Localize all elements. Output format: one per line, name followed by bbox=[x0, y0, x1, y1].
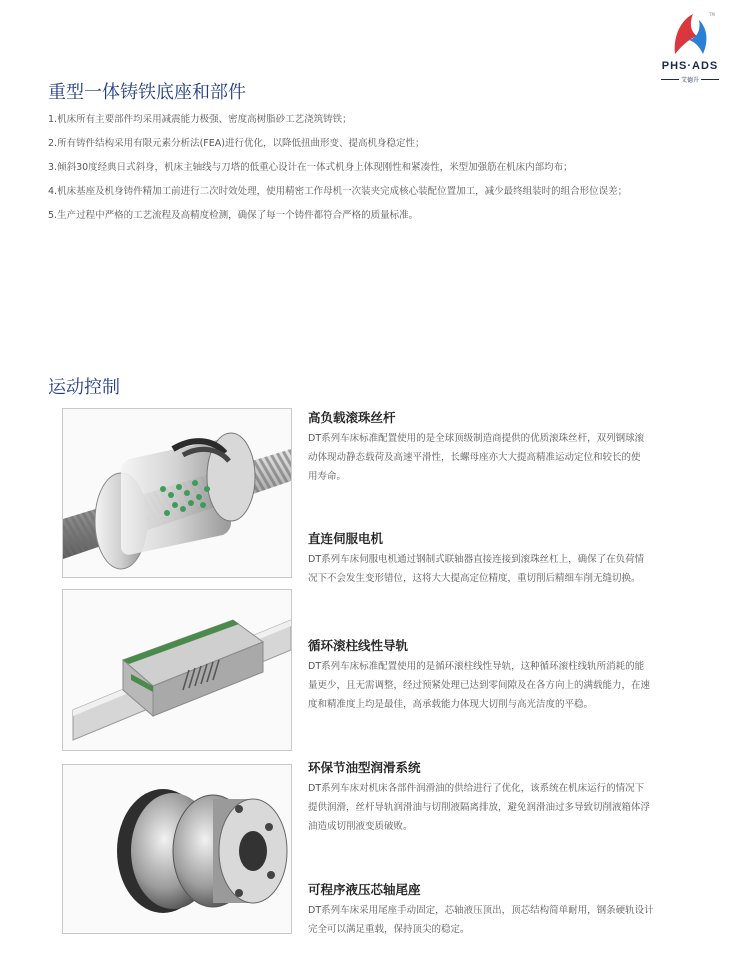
feature-lubrication bbox=[308, 758, 703, 836]
casting-feature-list bbox=[48, 108, 728, 228]
ball-screw-illustration bbox=[63, 409, 291, 577]
feature-title: 直连伺服电机 bbox=[308, 531, 384, 546]
sail-logo-icon bbox=[663, 10, 717, 58]
section-title-casting: 重型一体铸铁底座和部件 bbox=[48, 82, 246, 103]
feature-text-line: 油造成切削液变质破败。 bbox=[308, 821, 413, 832]
feature-text-line: 动体现动静态载荷及高速平滑性，长螺母座亦大大提高精准运动定位和较长的使 bbox=[308, 452, 641, 463]
feature-ball-screw bbox=[308, 408, 703, 486]
brand-logo bbox=[655, 10, 725, 84]
feature-tailstock bbox=[308, 880, 703, 939]
feature-title: 循环滚柱线性导轨 bbox=[308, 638, 409, 653]
list-item: 1.机床所有主要部件均采用减震能力极强、密度高树脂砂工艺浇筑铸铁； bbox=[48, 114, 352, 125]
section-title-motion-control: 运动控制 bbox=[48, 377, 120, 398]
linear-guide-illustration bbox=[63, 590, 291, 750]
list-item: 2.所有铸件结构采用有限元素分析法(FEA)进行优化，以降低扭曲形变、提高机身稳定性； bbox=[48, 138, 425, 149]
feature-text-line: DT系列车床标准配置使用的是循环滚柱线性导轨，这种循环滚柱线轨所消耗的能 bbox=[308, 661, 645, 672]
feature-description bbox=[308, 550, 703, 588]
feature-description bbox=[308, 429, 703, 486]
feature-title: 可程序液压芯轴尾座 bbox=[308, 882, 421, 897]
feature-text-line: 度和精准度上均是最佳，高承载能力体现大切削与高光洁度的平稳。 bbox=[308, 699, 594, 710]
feature-text-line: 完全可以满足重载，保持顶尖的稳定。 bbox=[308, 924, 470, 935]
feature-description bbox=[308, 901, 703, 939]
feature-description bbox=[308, 779, 703, 836]
svg-text:TM: TM bbox=[709, 12, 715, 17]
feature-text-line: 况下不会发生变形错位，这将大大提高定位精度，重切削后精细车削无缝切换。 bbox=[308, 573, 641, 584]
list-item: 3.倾斜30度经典日式斜身，机床主轴线与刀塔的低重心设计在一体式机身上体现刚性和紧凑性，米型加强筋在机床内部均布； bbox=[48, 162, 573, 173]
feature-linear-guide bbox=[308, 636, 703, 714]
feature-title: 环保节油型润滑系统 bbox=[308, 760, 421, 775]
feature-text-line: DT系列车床采用尾座手动固定，芯轴液压顶出，顶芯结构简单耐用，钢条硬轨设计 bbox=[308, 905, 654, 916]
feature-text-line: DT系列车床标准配置使用的是全球顶级制造商提供的优质滚珠丝杆，双列钢球滚 bbox=[308, 433, 645, 444]
brand-divider-right bbox=[701, 79, 719, 80]
feature-servo-motor bbox=[308, 529, 703, 588]
feature-description bbox=[308, 657, 703, 714]
brand-name: PHS·ADS bbox=[661, 60, 719, 72]
list-item: 5.生产过程中严格的工艺流程及高精度检测，确保了每一个铸件都符合严格的质量标准。 bbox=[48, 210, 419, 221]
list-item: 4.机床基座及机身铸件精加工前进行二次时效处理，使用精密工作母机一次装夹完成核心装配位置加工，减少最终组装时的组合形位误差； bbox=[48, 186, 628, 197]
feature-title: 高负载滚珠丝杆 bbox=[308, 410, 396, 425]
coupling-photo bbox=[62, 764, 292, 934]
linear-guide-photo bbox=[62, 589, 292, 751]
brand-subtitle: 艾德升 bbox=[680, 77, 699, 84]
feature-text-line: 提供润滑，丝杆导轨润滑油与切削液隔离排放，避免润滑油过多导致切削液箱体浮 bbox=[308, 802, 651, 813]
feature-text-line: DT系列车床伺服电机通过钢制式联轴器直接连接到滚珠丝杠上，确保了在负荷情 bbox=[308, 554, 645, 565]
feature-text-line: DT系列车床对机床各部件润滑油的供给进行了优化，该系统在机床运行的情况下 bbox=[308, 783, 645, 794]
feature-text-line: 量更少，且无需调整，经过预紧处理已达到零间隙及在各方向上的满载能力，在速 bbox=[308, 680, 651, 691]
coupling-illustration bbox=[63, 765, 291, 933]
feature-text-line: 用寿命。 bbox=[308, 471, 347, 482]
ball-screw-photo bbox=[62, 408, 292, 578]
